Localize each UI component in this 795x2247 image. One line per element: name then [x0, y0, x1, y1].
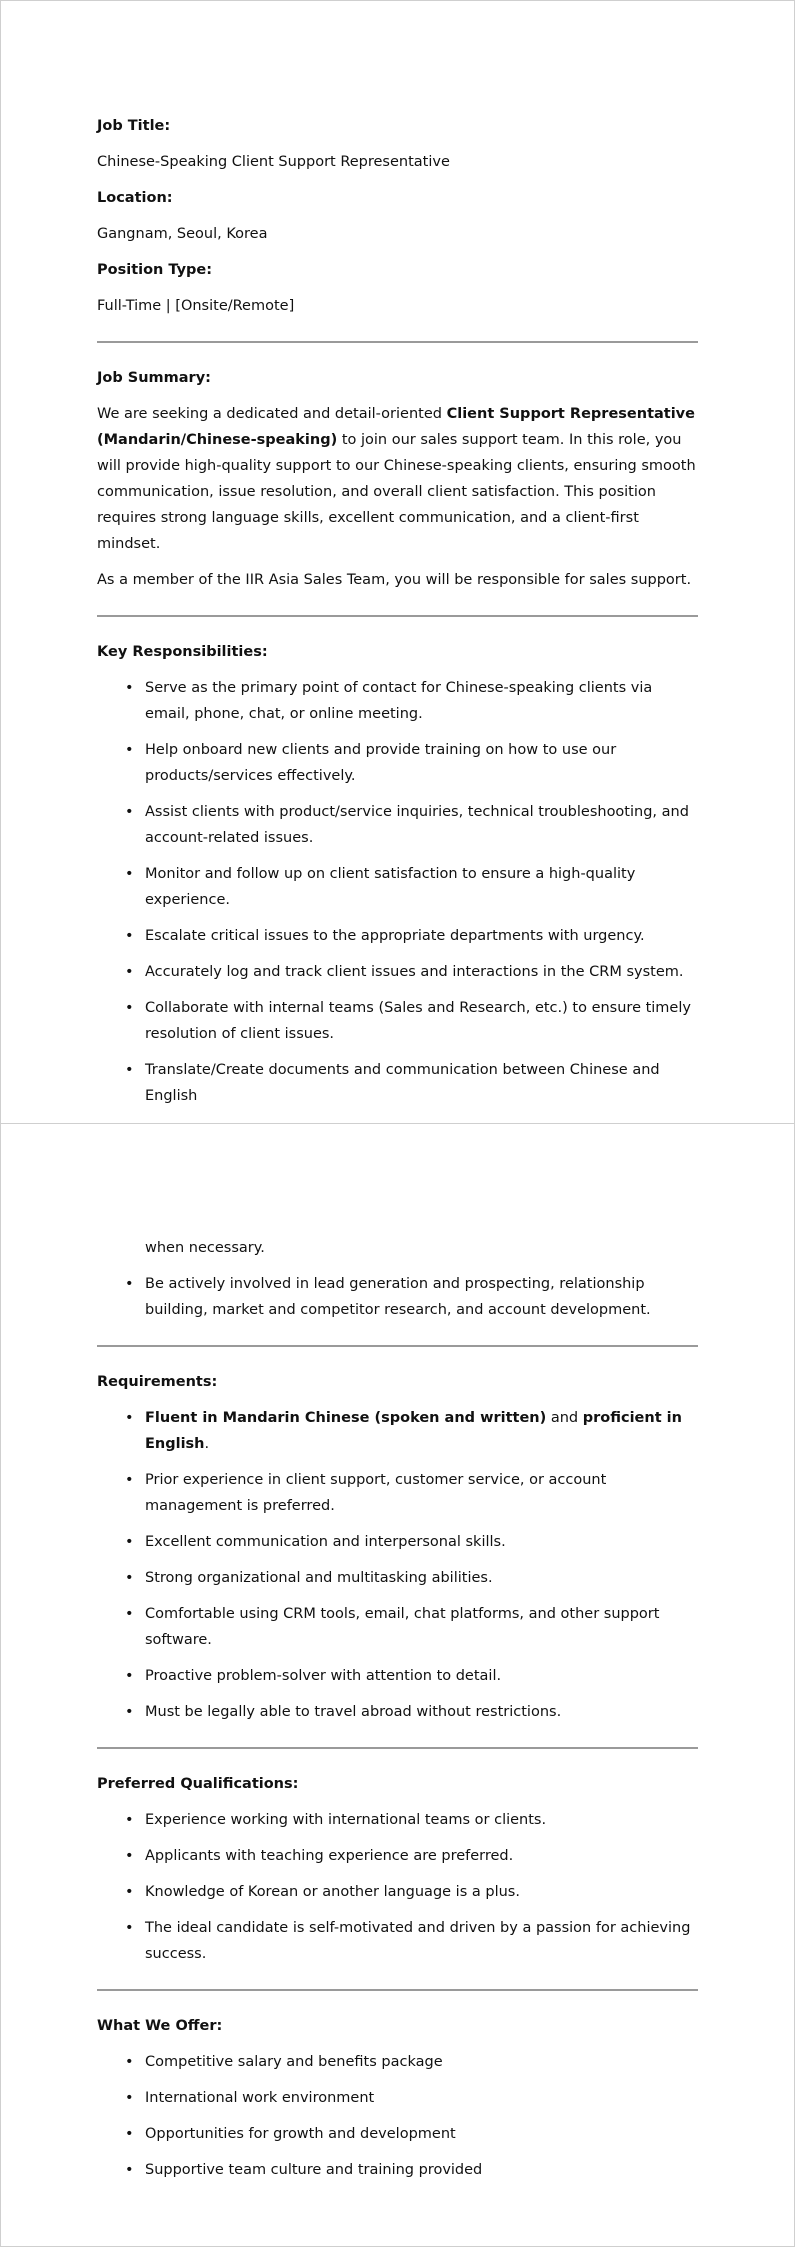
location-value: Gangnam, Seoul, Korea — [97, 226, 268, 242]
job-summary-paragraph — [97, 401, 698, 557]
list-item: • Translate/Create documents and communication between Chinese and English — [97, 1057, 698, 1109]
list-item: • Collaborate with internal teams (Sales and Research, etc.) to ensure timely resolution of client issues. — [97, 995, 698, 1047]
job-title-label: Job Title: — [97, 118, 171, 134]
list-item — [97, 1405, 698, 1457]
what-we-offer-list — [97, 2049, 698, 2183]
list-item: • Assist clients with product/service inquiries, technical troubleshooting, and account-related issues. — [97, 799, 698, 851]
list-item: • The ideal candidate is self-motivated and driven by a passion for achieving success. — [97, 1915, 698, 1967]
job-title-value: Chinese-Speaking Client Support Representative — [97, 154, 450, 170]
responsibilities-list-continued — [97, 1271, 698, 1323]
list-item: • Be actively involved in lead generation and prospecting, relationship building, market and competitor research, and account development. — [97, 1271, 698, 1323]
what-we-offer-heading: What We Offer: — [97, 2018, 223, 2034]
summary-role-bold: Client Support Representative (Mandarin/Chinese-speaking) — [97, 406, 695, 448]
list-item: • Must be legally able to travel abroad without restrictions. — [97, 1699, 698, 1725]
list-item: • Opportunities for growth and development — [97, 2121, 698, 2147]
list-item: • Serve as the primary point of contact for Chinese-speaking clients via email, phone, chat, or online meeting. — [97, 675, 698, 727]
team-paragraph: As a member of the IIR Asia Sales Team, you will be responsible for sales support. — [97, 572, 692, 588]
section-divider — [97, 1345, 698, 1347]
list-item: • Prior experience in client support, customer service, or account management is preferred. — [97, 1467, 698, 1519]
list-item-continuation: when necessary. — [145, 1240, 265, 1256]
section-divider — [97, 1747, 698, 1749]
language-requirement-end: . — [204, 1436, 210, 1452]
requirements-list — [97, 1405, 698, 1725]
section-divider — [97, 341, 698, 343]
list-item: • Escalate critical issues to the appropriate departments with urgency. — [97, 923, 698, 949]
position-type-value: Full-Time | [Onsite/Remote] — [97, 298, 295, 314]
english-requirement-bold: proficient in English — [145, 1410, 682, 1452]
preferred-qualifications-list — [97, 1807, 698, 1967]
summary-text-start: We are seeking a dedicated and detail-oriented — [97, 406, 447, 422]
list-item: • Excellent communication and interpersonal skills. — [97, 1529, 698, 1555]
preferred-qualifications-heading: Preferred Qualifications: — [97, 1776, 299, 1792]
list-item: • Monitor and follow up on client satisfaction to ensure a high-quality experience. — [97, 861, 698, 913]
section-divider — [97, 1989, 698, 1991]
responsibilities-heading: Key Responsibilities: — [97, 644, 268, 660]
list-item: • Strong organizational and multitasking abilities. — [97, 1565, 698, 1591]
list-item: • Knowledge of Korean or another language is a plus. — [97, 1879, 698, 1905]
list-item: • Competitive salary and benefits package — [97, 2049, 698, 2075]
list-item: • Supportive team culture and training provided — [97, 2157, 698, 2183]
list-item: • Applicants with teaching experience are preferred. — [97, 1843, 698, 1869]
list-item: • International work environment — [97, 2085, 698, 2111]
location-label: Location: — [97, 190, 173, 206]
section-divider — [97, 615, 698, 617]
page-2-content — [97, 1235, 698, 2193]
job-summary-heading: Job Summary: — [97, 370, 211, 386]
language-requirement-joiner: and — [546, 1410, 583, 1426]
summary-text-end: to join our sales support team. In this role, you will provide high-quality support to our Chinese-speaking clients, ensuring smooth communication, issue resolution, and overall client satisfaction. This position requires strong language skills, excellent communication, and a client-first mindset. — [97, 432, 696, 552]
page-1-content — [97, 113, 698, 1119]
list-item: • Experience working with international teams or clients. — [97, 1807, 698, 1833]
responsibilities-list — [97, 675, 698, 1109]
list-item: • Accurately log and track client issues and interactions in the CRM system. — [97, 959, 698, 985]
list-item: • Proactive problem-solver with attention to detail. — [97, 1663, 698, 1689]
requirements-heading: Requirements: — [97, 1374, 218, 1390]
list-item: • Comfortable using CRM tools, email, chat platforms, and other support software. — [97, 1601, 698, 1653]
position-type-label: Position Type: — [97, 262, 213, 278]
language-requirement-bold: Fluent in Mandarin Chinese (spoken and written) — [145, 1410, 547, 1426]
list-item: • Help onboard new clients and provide training on how to use our products/services effectively. — [97, 737, 698, 789]
document-page-2 — [0, 1123, 795, 2247]
